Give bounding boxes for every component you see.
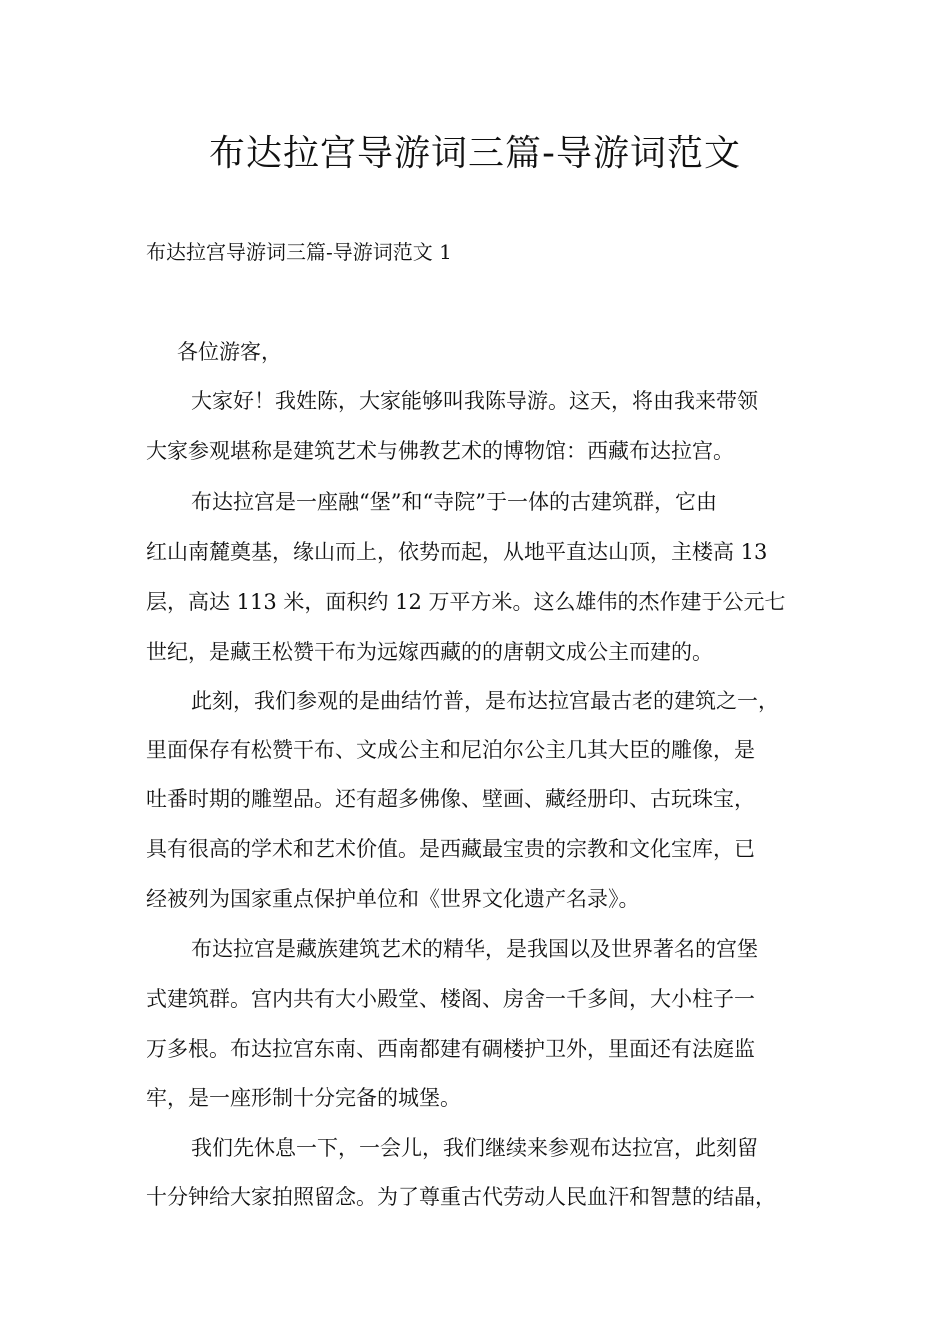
para5-line1: 我们先休息一下，一会儿，我们继续来参观布达拉宫，此刻留 bbox=[191, 1136, 758, 1160]
para3-line4: 具有很高的学术和艺术价值。是西藏最宝贵的宗教和文化宝库，已 bbox=[146, 837, 755, 861]
para4-line1: 布达拉宫是藏族建筑艺术的精华，是我国以及世界著名的宫堡 bbox=[191, 937, 758, 961]
para3-line5: 经被列为国家重点保护单位和《世界文化遗产名录》。 bbox=[146, 887, 640, 911]
para3-line1: 此刻，我们参观的是曲结竹普，是布达拉宫最古老的建筑之一， bbox=[191, 689, 779, 713]
para1-line1: 大家好！我姓陈，大家能够叫我陈导游。这天，将由我来带领 bbox=[191, 389, 758, 413]
document-title: 布达拉宫导游词三篇-导游词范文 bbox=[209, 133, 741, 174]
para5-line2: 十分钟给大家拍照留念。为了尊重古代劳动人民血汗和智慧的结晶， bbox=[146, 1185, 776, 1209]
para2-line3: 层，高达 113 米，面积约 12 万平方米。这么雄伟的杰作建于公元七 bbox=[146, 590, 786, 614]
para1-line2: 大家参观堪称是建筑艺术与佛教艺术的博物馆：西藏布达拉宫。 bbox=[146, 439, 734, 463]
para2-line2: 红山南麓奠基，缘山而上，依势而起，从地平直达山顶，主楼高 13 bbox=[146, 540, 768, 564]
greeting-line: 各位游客， bbox=[177, 340, 282, 364]
para3-line3: 吐番时期的雕塑品。还有超多佛像、壁画、藏经册印、古玩珠宝， bbox=[146, 787, 755, 811]
para4-line4: 牢，是一座形制十分完备的城堡。 bbox=[146, 1086, 461, 1110]
para3-line2: 里面保存有松赞干布、文成公主和尼泊尔公主几其大臣的雕像，是 bbox=[146, 738, 755, 762]
para4-line2: 式建筑群。宫内共有大小殿堂、楼阁、房舍一千多间，大小柱子一 bbox=[146, 987, 755, 1011]
para4-line3: 万多根。布达拉宫东南、西南都建有碉楼护卫外，里面还有法庭监 bbox=[146, 1037, 755, 1061]
para2-line1: 布达拉宫是一座融“堡”和“寺院”于一体的古建筑群，它由 bbox=[191, 490, 717, 514]
para2-line4: 世纪，是藏王松赞干布为远嫁西藏的的唐朝文成公主而建的。 bbox=[146, 640, 713, 664]
section-subtitle: 布达拉宫导游词三篇-导游词范文 1 bbox=[146, 240, 452, 264]
